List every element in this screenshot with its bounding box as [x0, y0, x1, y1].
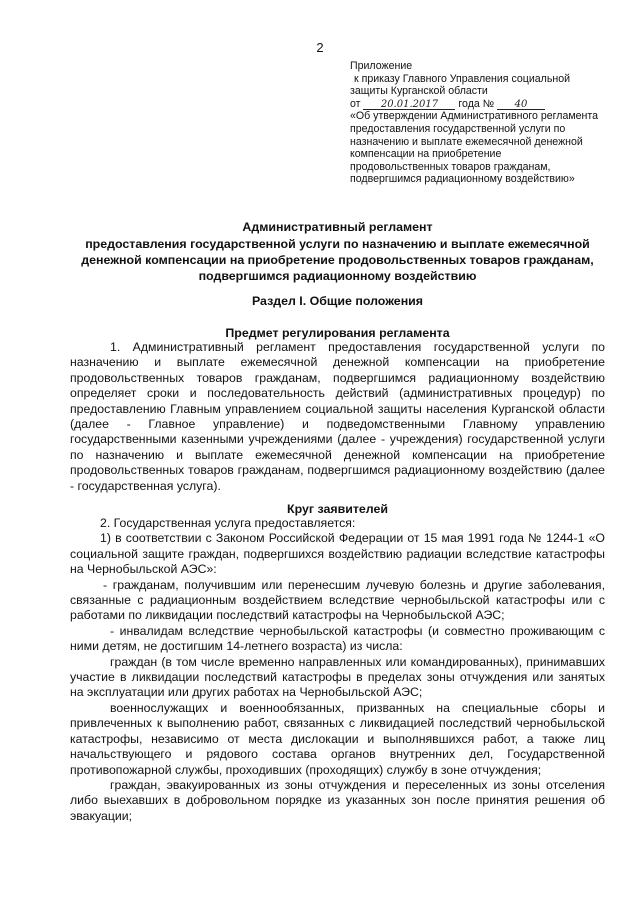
year-label: года № — [458, 97, 495, 110]
appendix-block — [350, 60, 605, 186]
subject-heading: Предмет регулирования регламента — [225, 326, 450, 340]
title-line: подвергшимся радиационному воздействию — [198, 269, 477, 283]
sub-item-b3: граждан, эвакуированных из зоны отчуждения и переселенных из зоны отселения либо выехавших в добровольном порядке из указанных зон после принятия решения об эвакуации; — [70, 777, 605, 823]
sub-item-b1: граждан (в том числе временно направленных или командированных), принимавших участие в ликвидации последствий катастрофы в пределах зоны отчуждения или занятых на эксплуатации или других работах на Чернобыльской АЭС; — [70, 654, 605, 700]
item-1: 1) в соответствии с Законом Российской Федерации от 15 мая 1991 года № 1244-1 «О социальной защите граждан, подвергшихся воздействию радиации вследствие катастрофы на Чернобыльской АЭС»: — [70, 531, 605, 577]
paragraph-1: 1. Административный регламент предоставления государственной услуги по назначению и выплате ежемесячной денежной компенсации на приобретение продовольственных товаров гражданам, подвергшимся радиационному воздействию определяет сроки и последовательность действий (административных процедур) по предоставлению Главным управлением социальной защиты населения Курганской области (далее - Главное управление) и подведомственными Главному управлению государственными казенными учреждениями (далее - учреждения) государственной услуги по назначению и выплате ежемесячной денежной компенсации на приобретение продовольственных товаров гражданам, подвергшимся радиационному воздействию (далее - государственная услуга). — [70, 340, 605, 493]
appendix-about-line: подвергшимся радиационному воздействию» — [350, 173, 575, 186]
title-line: денежной компенсации на приобретение продовольственных товаров гражданам, — [81, 253, 594, 267]
page-number: 2 — [316, 40, 324, 55]
paragraph-1-block — [70, 340, 605, 494]
sub-item-b2: военнослужащих и военнообязанных, призванных на специальные сборы и привлеченных к выполнению работ, связанных с ликвидацией последствий чернобыльской катастрофы, независимо от места дислокации и выполнявшихся работ, а также лиц начальствующего и рядового состава органов внутренних дел, Государственной противопожарной службы, проходивших (проходящих) службу в зоне отчуждения; — [70, 700, 605, 777]
sub-item-a: - гражданам, получившим или перенесшим лучевую болезнь и другие заболевания, связанные с радиационным воздействием вследствие чернобыльской катастрофы или с работами по ликвидации последствий катастрофы на Чернобыльской АЭС; — [70, 577, 605, 623]
title-line: предоставления государственной услуги по назначению и выплате ежемесячной — [85, 237, 590, 251]
date-field — [363, 98, 455, 110]
appendix-about-line: «Об утверждении Административного регламента — [350, 110, 599, 123]
date-handwritten: 20.01.2017 — [380, 99, 439, 111]
applicants-block — [70, 516, 605, 824]
section-title: Раздел I. Общие положения — [251, 294, 424, 308]
paragraph-2: 2. Государственная услуга предоставляется: — [100, 516, 356, 530]
title-line: Административный регламент — [242, 220, 433, 234]
appendix-about-line: продовольственных товаров гражданам, — [350, 160, 551, 173]
appendix-about-line: предоставления государственной услуги по — [350, 122, 566, 135]
number-field — [497, 98, 545, 110]
document-title — [70, 219, 605, 284]
date-prefix: от — [350, 97, 361, 110]
sub-item-b: - инвалидам вследствие чернобыльской катастрофы (и совместно проживающим с ними детям, не достигшим 14-летнего возраста) из числа: — [70, 623, 605, 654]
appendix-about-line: назначению и выплате ежемесячной денежной — [350, 135, 583, 148]
number-handwritten: 40 — [514, 99, 528, 111]
appendix-date-line — [350, 98, 605, 111]
appendix-about-line: компенсации на приобретение — [350, 148, 502, 161]
appendix-region-line: защиты Курганской области — [350, 85, 488, 98]
appendix-label: Приложение — [350, 60, 413, 72]
appendix-order-line: к приказу Главного Управления социальной — [354, 72, 571, 85]
applicants-heading: Круг заявителей — [287, 502, 388, 516]
